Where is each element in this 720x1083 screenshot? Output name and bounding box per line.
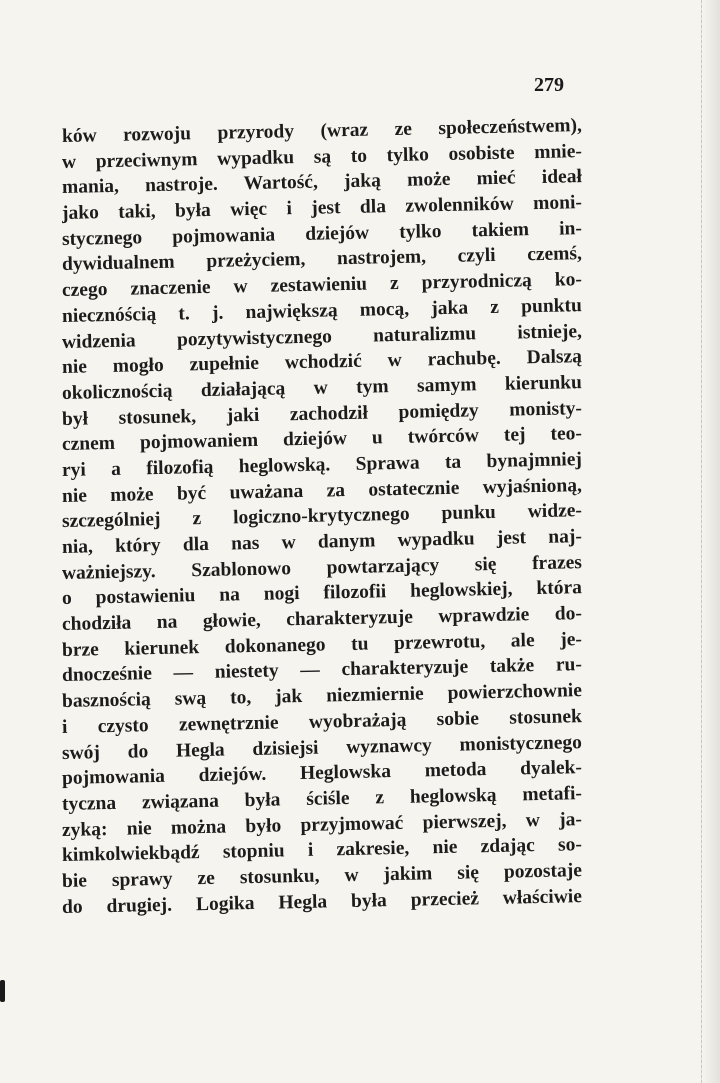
- text-line: mania, nastroje. Wartość, jaką może mieć ideał: [61, 166, 583, 199]
- text-line: szczególniej z logiczno-krytycznego punku widze-: [61, 500, 583, 533]
- body-text: [61, 115, 583, 920]
- text-line: ków rozwoju przyrody (wraz ze społeczeństwem),: [61, 115, 583, 147]
- text-line: basznością swą to, jak niezmiernie powierzchownie: [61, 680, 583, 713]
- text-line: o postawieniu na nogi filozofii heglowskiej, która: [61, 577, 583, 610]
- text-line: dnocześnie — niestety — charakteryzuje także ru-: [61, 654, 583, 687]
- text-line: do drugiej. Logika Hegla była przecież właściwie: [61, 885, 583, 918]
- text-line: kimkolwiekbądź stopniu i zakresie, nie zdając so-: [61, 834, 583, 867]
- text-line: ważniejszy. Szablonowo powtarzający się frazes: [61, 551, 583, 584]
- text-line: widzenia pozytywistycznego naturalizmu istnieje,: [61, 320, 583, 353]
- text-line: stycznego pojmowania dziejów tylko takiem in-: [61, 217, 583, 250]
- text-line: chodziła na głowie, charakteryzuje wprawdzie do-: [61, 603, 583, 636]
- binding-mark: [0, 980, 5, 1002]
- text-line: dywidualnem przeżyciem, nastrojem, czyli czemś,: [61, 243, 583, 276]
- text-line: nie mogło zupełnie wchodzić w rachubę. Dalszą: [61, 346, 583, 379]
- text-line: zyką: nie można było przyjmować pierwszej, w ja-: [61, 808, 583, 841]
- text-line: ryi a filozofią heglowską. Sprawa ta bynajmniej: [61, 449, 583, 481]
- text-line: czego znaczenie w zestawieniu z przyrodniczą ko-: [61, 269, 583, 302]
- page-edge: [701, 0, 720, 1083]
- text-line: w przeciwnym wypadku są to tylko osobiste mnie-: [61, 140, 583, 173]
- text-line: niecznóścią t. j. największą mocą, jaka z punktu: [61, 294, 583, 327]
- text-line: tyczna związana była ściśle z heglowską metafi-: [61, 782, 583, 815]
- text-line: pojmowania dziejów. Heglowska metoda dyalek-: [61, 757, 583, 790]
- text-line: cznem pojmowaniem dziejów u twórców tej teo-: [61, 423, 583, 456]
- text-line: był stosunek, jaki zachodził pomiędzy monisty-: [61, 397, 583, 430]
- text-line: jako taki, była więc i jest dla zwolenników moni-: [61, 192, 583, 225]
- text-line: i czysto zewnętrznie wyobrażają sobie stosunek: [61, 705, 583, 738]
- text-line: bie sprawy ze stosunku, w jakim się pozostaje: [61, 860, 583, 892]
- text-line: brze kierunek dokonanego tu przewrotu, ale je-: [61, 628, 583, 661]
- text-line: okolicznością działającą w tym samym kierunku: [61, 371, 583, 404]
- text-line: nia, który dla nas w danym wypadku jest naj-: [61, 526, 583, 558]
- text-line: swój do Hegla dzisiejsi wyznawcy monistycznego: [61, 731, 583, 764]
- text-line: nie może być uważana za ostatecznie wyjaśnioną,: [61, 474, 583, 507]
- page-number: 279: [534, 74, 564, 96]
